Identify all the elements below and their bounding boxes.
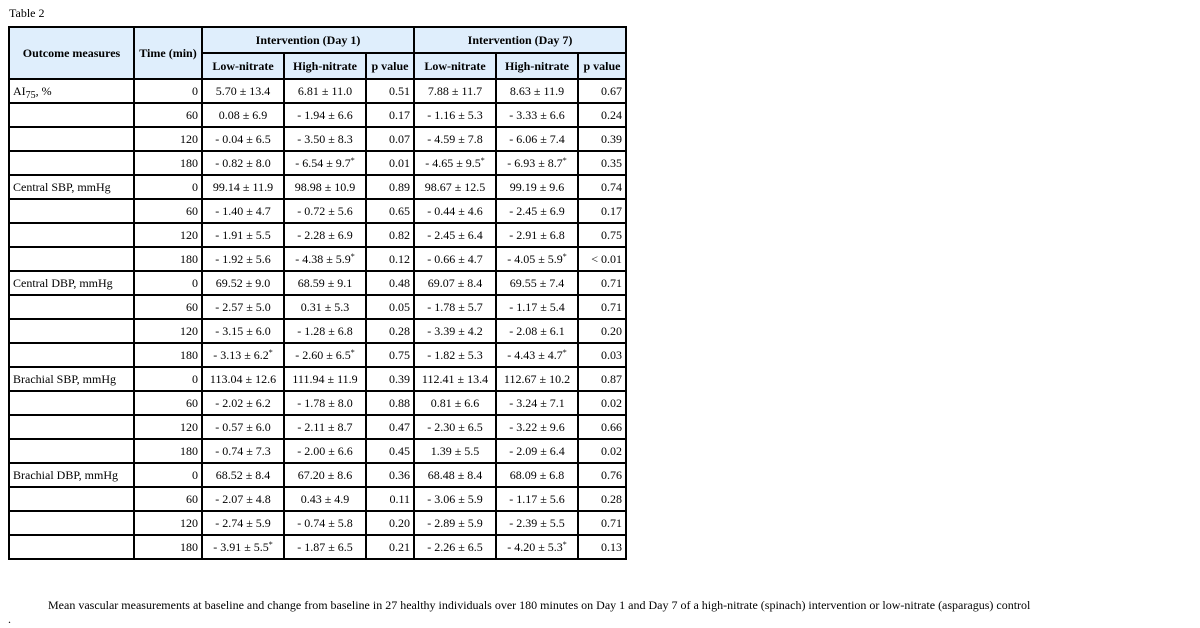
d7-low-cell: 0.81 ± 6.6 xyxy=(414,391,496,415)
header-day1-p: p value xyxy=(366,53,414,79)
time-cell: 120 xyxy=(134,511,202,535)
table-caption: Mean vascular measurements at baseline and change from baseline in 27 healthy individuals over 180 minutes on Day 1 and Day 7 of a high-nitrate (spinach) intervention or low-nitrate (asparagus) control xyxy=(48,598,1031,612)
d1-p-cell: 0.39 xyxy=(366,367,414,391)
outcome-cell xyxy=(9,223,134,247)
d7-low-cell: - 2.45 ± 6.4 xyxy=(414,223,496,247)
table-row xyxy=(9,175,626,199)
d7-high-cell: 112.67 ± 10.2 xyxy=(496,367,578,391)
significance-mark: * xyxy=(268,348,273,357)
d7-p-cell: 0.28 xyxy=(578,487,626,511)
d1-high-cell: - 1.78 ± 8.0 xyxy=(284,391,366,415)
time-cell: 0 xyxy=(134,367,202,391)
d1-p-cell: 0.21 xyxy=(366,535,414,559)
d7-low-cell: 112.41 ± 13.4 xyxy=(414,367,496,391)
d7-p-cell: 0.02 xyxy=(578,439,626,463)
d1-high-cell: 111.94 ± 11.9 xyxy=(284,367,366,391)
d7-p-cell: 0.71 xyxy=(578,511,626,535)
outcome-cell: Central DBP, mmHg xyxy=(9,271,134,295)
d7-p-cell: 0.13 xyxy=(578,535,626,559)
table-row xyxy=(9,511,626,535)
time-cell: 120 xyxy=(134,319,202,343)
header-day7-high: High-nitrate xyxy=(496,53,578,79)
d1-low-cell: - 0.82 ± 8.0 xyxy=(202,151,284,175)
d7-high-cell: - 1.17 ± 5.6 xyxy=(496,487,578,511)
d7-p-cell: 0.24 xyxy=(578,103,626,127)
d7-low-cell: - 1.82 ± 5.3 xyxy=(414,343,496,367)
d1-p-cell: 0.17 xyxy=(366,103,414,127)
d7-high-cell: - 4.05 ± 5.9* xyxy=(496,247,578,271)
outcome-cell xyxy=(9,391,134,415)
d7-high-cell: - 4.43 ± 4.7* xyxy=(496,343,578,367)
d7-low-cell: 7.88 ± 11.7 xyxy=(414,79,496,103)
d7-p-cell: 0.71 xyxy=(578,295,626,319)
table-row xyxy=(9,151,626,175)
d7-high-cell: - 3.33 ± 6.6 xyxy=(496,103,578,127)
d7-p-cell: 0.39 xyxy=(578,127,626,151)
d7-low-cell: - 1.16 ± 5.3 xyxy=(414,103,496,127)
table-label: Table 2 xyxy=(9,6,45,20)
d7-low-cell: 69.07 ± 8.4 xyxy=(414,271,496,295)
d1-low-cell: - 2.74 ± 5.9 xyxy=(202,511,284,535)
d1-low-cell: 68.52 ± 8.4 xyxy=(202,463,284,487)
header-day7-p: p value xyxy=(578,53,626,79)
d1-p-cell: 0.51 xyxy=(366,79,414,103)
d1-p-cell: 0.01 xyxy=(366,151,414,175)
d1-low-cell: 0.08 ± 6.9 xyxy=(202,103,284,127)
header-day1-low: Low-nitrate xyxy=(202,53,284,79)
table-row xyxy=(9,367,626,391)
d1-low-cell: - 2.02 ± 6.2 xyxy=(202,391,284,415)
d1-high-cell: - 1.87 ± 6.5 xyxy=(284,535,366,559)
d7-high-cell: - 3.24 ± 7.1 xyxy=(496,391,578,415)
d1-low-cell: - 1.92 ± 5.6 xyxy=(202,247,284,271)
significance-mark: * xyxy=(562,156,567,165)
time-cell: 180 xyxy=(134,151,202,175)
d1-high-cell: - 3.50 ± 8.3 xyxy=(284,127,366,151)
time-cell: 120 xyxy=(134,127,202,151)
d1-p-cell: 0.11 xyxy=(366,487,414,511)
d7-p-cell: 0.20 xyxy=(578,319,626,343)
table-row xyxy=(9,415,626,439)
d7-low-cell: - 1.78 ± 5.7 xyxy=(414,295,496,319)
d1-p-cell: 0.65 xyxy=(366,199,414,223)
outcome-cell xyxy=(9,103,134,127)
d1-p-cell: 0.36 xyxy=(366,463,414,487)
d1-p-cell: 0.28 xyxy=(366,319,414,343)
d1-high-cell: - 2.28 ± 6.9 xyxy=(284,223,366,247)
d7-p-cell: 0.66 xyxy=(578,415,626,439)
significance-mark: * xyxy=(350,348,355,357)
d1-high-cell: 6.81 ± 11.0 xyxy=(284,79,366,103)
significance-mark: * xyxy=(268,540,273,549)
d1-high-cell: 0.31 ± 5.3 xyxy=(284,295,366,319)
significance-mark: * xyxy=(480,156,485,165)
d7-low-cell: - 0.66 ± 4.7 xyxy=(414,247,496,271)
table-row xyxy=(9,439,626,463)
d7-high-cell: - 2.08 ± 6.1 xyxy=(496,319,578,343)
time-cell: 180 xyxy=(134,535,202,559)
significance-mark: * xyxy=(350,252,355,261)
d7-low-cell: 98.67 ± 12.5 xyxy=(414,175,496,199)
d7-p-cell: 0.35 xyxy=(578,151,626,175)
d1-high-cell: - 0.74 ± 5.8 xyxy=(284,511,366,535)
d1-low-cell: 113.04 ± 12.6 xyxy=(202,367,284,391)
outcome-cell: $AI_{75}$, % xyxy=(9,79,134,103)
d1-p-cell: 0.89 xyxy=(366,175,414,199)
d7-high-cell: 8.63 ± 11.9 xyxy=(496,79,578,103)
d1-low-cell: - 3.15 ± 6.0 xyxy=(202,319,284,343)
header-day7: Intervention (Day 7) xyxy=(414,27,626,53)
d7-p-cell: 0.02 xyxy=(578,391,626,415)
time-cell: 0 xyxy=(134,175,202,199)
table-row xyxy=(9,487,626,511)
d1-high-cell: - 0.72 ± 5.6 xyxy=(284,199,366,223)
d7-p-cell: 0.71 xyxy=(578,271,626,295)
d1-high-cell: 0.43 ± 4.9 xyxy=(284,487,366,511)
d1-high-cell: 67.20 ± 8.6 xyxy=(284,463,366,487)
outcome-cell: Central SBP, mmHg xyxy=(9,175,134,199)
d1-high-cell: - 4.38 ± 5.9* xyxy=(284,247,366,271)
outcome-cell xyxy=(9,127,134,151)
outcome-cell: Brachial DBP, mmHg xyxy=(9,463,134,487)
d7-p-cell: 0.67 xyxy=(578,79,626,103)
time-cell: 60 xyxy=(134,487,202,511)
d7-high-cell: - 2.39 ± 5.5 xyxy=(496,511,578,535)
d1-high-cell: - 2.60 ± 6.5* xyxy=(284,343,366,367)
d1-p-cell: 0.82 xyxy=(366,223,414,247)
d1-p-cell: 0.20 xyxy=(366,511,414,535)
time-cell: 60 xyxy=(134,103,202,127)
trailing-mark: . xyxy=(8,612,11,626)
time-cell: 180 xyxy=(134,343,202,367)
header-day1: Intervention (Day 1) xyxy=(202,27,414,53)
d1-p-cell: 0.75 xyxy=(366,343,414,367)
d1-low-cell: - 1.40 ± 4.7 xyxy=(202,199,284,223)
d1-low-cell: - 0.57 ± 6.0 xyxy=(202,415,284,439)
header-day7-low: Low-nitrate xyxy=(414,53,496,79)
time-cell: 120 xyxy=(134,415,202,439)
d7-low-cell: - 2.30 ± 6.5 xyxy=(414,415,496,439)
d7-low-cell: - 2.26 ± 6.5 xyxy=(414,535,496,559)
d7-high-cell: 99.19 ± 9.6 xyxy=(496,175,578,199)
d1-low-cell: - 0.04 ± 6.5 xyxy=(202,127,284,151)
significance-mark: * xyxy=(562,252,567,261)
time-cell: 60 xyxy=(134,295,202,319)
time-cell: 180 xyxy=(134,247,202,271)
outcome-cell xyxy=(9,343,134,367)
d1-p-cell: 0.12 xyxy=(366,247,414,271)
outcome-cell xyxy=(9,247,134,271)
table-row xyxy=(9,199,626,223)
d7-low-cell: 1.39 ± 5.5 xyxy=(414,439,496,463)
d7-p-cell: 0.74 xyxy=(578,175,626,199)
d7-p-cell: 0.76 xyxy=(578,463,626,487)
d7-p-cell: 0.75 xyxy=(578,223,626,247)
outcome-cell xyxy=(9,415,134,439)
outcome-cell xyxy=(9,439,134,463)
d1-high-cell: - 2.11 ± 8.7 xyxy=(284,415,366,439)
table-row xyxy=(9,223,626,247)
d7-p-cell: 0.03 xyxy=(578,343,626,367)
time-cell: 60 xyxy=(134,391,202,415)
d1-p-cell: 0.07 xyxy=(366,127,414,151)
significance-mark: * xyxy=(350,156,355,165)
d1-p-cell: 0.05 xyxy=(366,295,414,319)
time-cell: 0 xyxy=(134,463,202,487)
d7-p-cell: < 0.01 xyxy=(578,247,626,271)
outcome-cell xyxy=(9,511,134,535)
d1-p-cell: 0.47 xyxy=(366,415,414,439)
time-cell: 0 xyxy=(134,271,202,295)
d1-high-cell: - 6.54 ± 9.7* xyxy=(284,151,366,175)
table-row xyxy=(9,343,626,367)
time-cell: 120 xyxy=(134,223,202,247)
outcome-cell xyxy=(9,151,134,175)
d7-high-cell: - 4.20 ± 5.3* xyxy=(496,535,578,559)
d7-low-cell: 68.48 ± 8.4 xyxy=(414,463,496,487)
d7-high-cell: 69.55 ± 7.4 xyxy=(496,271,578,295)
table-row xyxy=(9,319,626,343)
d1-low-cell: 69.52 ± 9.0 xyxy=(202,271,284,295)
table-body xyxy=(9,79,626,559)
time-cell: 0 xyxy=(134,79,202,103)
d7-low-cell: - 3.06 ± 5.9 xyxy=(414,487,496,511)
data-table xyxy=(8,26,627,560)
table-row xyxy=(9,127,626,151)
table-row xyxy=(9,103,626,127)
d1-low-cell: - 3.13 ± 6.2* xyxy=(202,343,284,367)
d7-low-cell: - 0.44 ± 4.6 xyxy=(414,199,496,223)
outcome-cell xyxy=(9,295,134,319)
d1-low-cell: - 3.91 ± 5.5* xyxy=(202,535,284,559)
d7-high-cell: - 3.22 ± 9.6 xyxy=(496,415,578,439)
d1-low-cell: - 2.07 ± 4.8 xyxy=(202,487,284,511)
d1-low-cell: 5.70 ± 13.4 xyxy=(202,79,284,103)
d7-high-cell: - 2.45 ± 6.9 xyxy=(496,199,578,223)
header-outcome: Outcome measures xyxy=(9,27,134,79)
d7-low-cell: - 4.65 ± 9.5* xyxy=(414,151,496,175)
outcome-cell xyxy=(9,199,134,223)
header-time: Time (min) xyxy=(134,27,202,79)
d1-p-cell: 0.48 xyxy=(366,271,414,295)
table-row xyxy=(9,271,626,295)
d7-low-cell: - 2.89 ± 5.9 xyxy=(414,511,496,535)
table-row xyxy=(9,391,626,415)
d1-high-cell: - 2.00 ± 6.6 xyxy=(284,439,366,463)
d1-high-cell: - 1.28 ± 6.8 xyxy=(284,319,366,343)
table-row xyxy=(9,79,626,103)
table-row xyxy=(9,535,626,559)
d7-high-cell: - 6.93 ± 8.7* xyxy=(496,151,578,175)
header-day1-high: High-nitrate xyxy=(284,53,366,79)
d7-high-cell: - 6.06 ± 7.4 xyxy=(496,127,578,151)
time-cell: 180 xyxy=(134,439,202,463)
outcome-cell xyxy=(9,487,134,511)
d7-low-cell: - 4.59 ± 7.8 xyxy=(414,127,496,151)
d7-low-cell: - 3.39 ± 4.2 xyxy=(414,319,496,343)
d7-high-cell: - 2.09 ± 6.4 xyxy=(496,439,578,463)
d1-high-cell: 98.98 ± 10.9 xyxy=(284,175,366,199)
d1-high-cell: 68.59 ± 9.1 xyxy=(284,271,366,295)
d1-low-cell: - 0.74 ± 7.3 xyxy=(202,439,284,463)
d7-p-cell: 0.17 xyxy=(578,199,626,223)
table-row xyxy=(9,463,626,487)
d1-low-cell: 99.14 ± 11.9 xyxy=(202,175,284,199)
d1-p-cell: 0.45 xyxy=(366,439,414,463)
d7-high-cell: - 2.91 ± 6.8 xyxy=(496,223,578,247)
significance-mark: * xyxy=(562,348,567,357)
d1-low-cell: - 2.57 ± 5.0 xyxy=(202,295,284,319)
d1-high-cell: - 1.94 ± 6.6 xyxy=(284,103,366,127)
outcome-cell: Brachial SBP, mmHg xyxy=(9,367,134,391)
outcome-cell xyxy=(9,319,134,343)
d7-high-cell: - 1.17 ± 5.4 xyxy=(496,295,578,319)
d1-low-cell: - 1.91 ± 5.5 xyxy=(202,223,284,247)
d1-p-cell: 0.88 xyxy=(366,391,414,415)
table-row xyxy=(9,247,626,271)
time-cell: 60 xyxy=(134,199,202,223)
significance-mark: * xyxy=(562,540,567,549)
outcome-cell xyxy=(9,535,134,559)
table-row xyxy=(9,295,626,319)
d7-high-cell: 68.09 ± 6.8 xyxy=(496,463,578,487)
d7-p-cell: 0.87 xyxy=(578,367,626,391)
